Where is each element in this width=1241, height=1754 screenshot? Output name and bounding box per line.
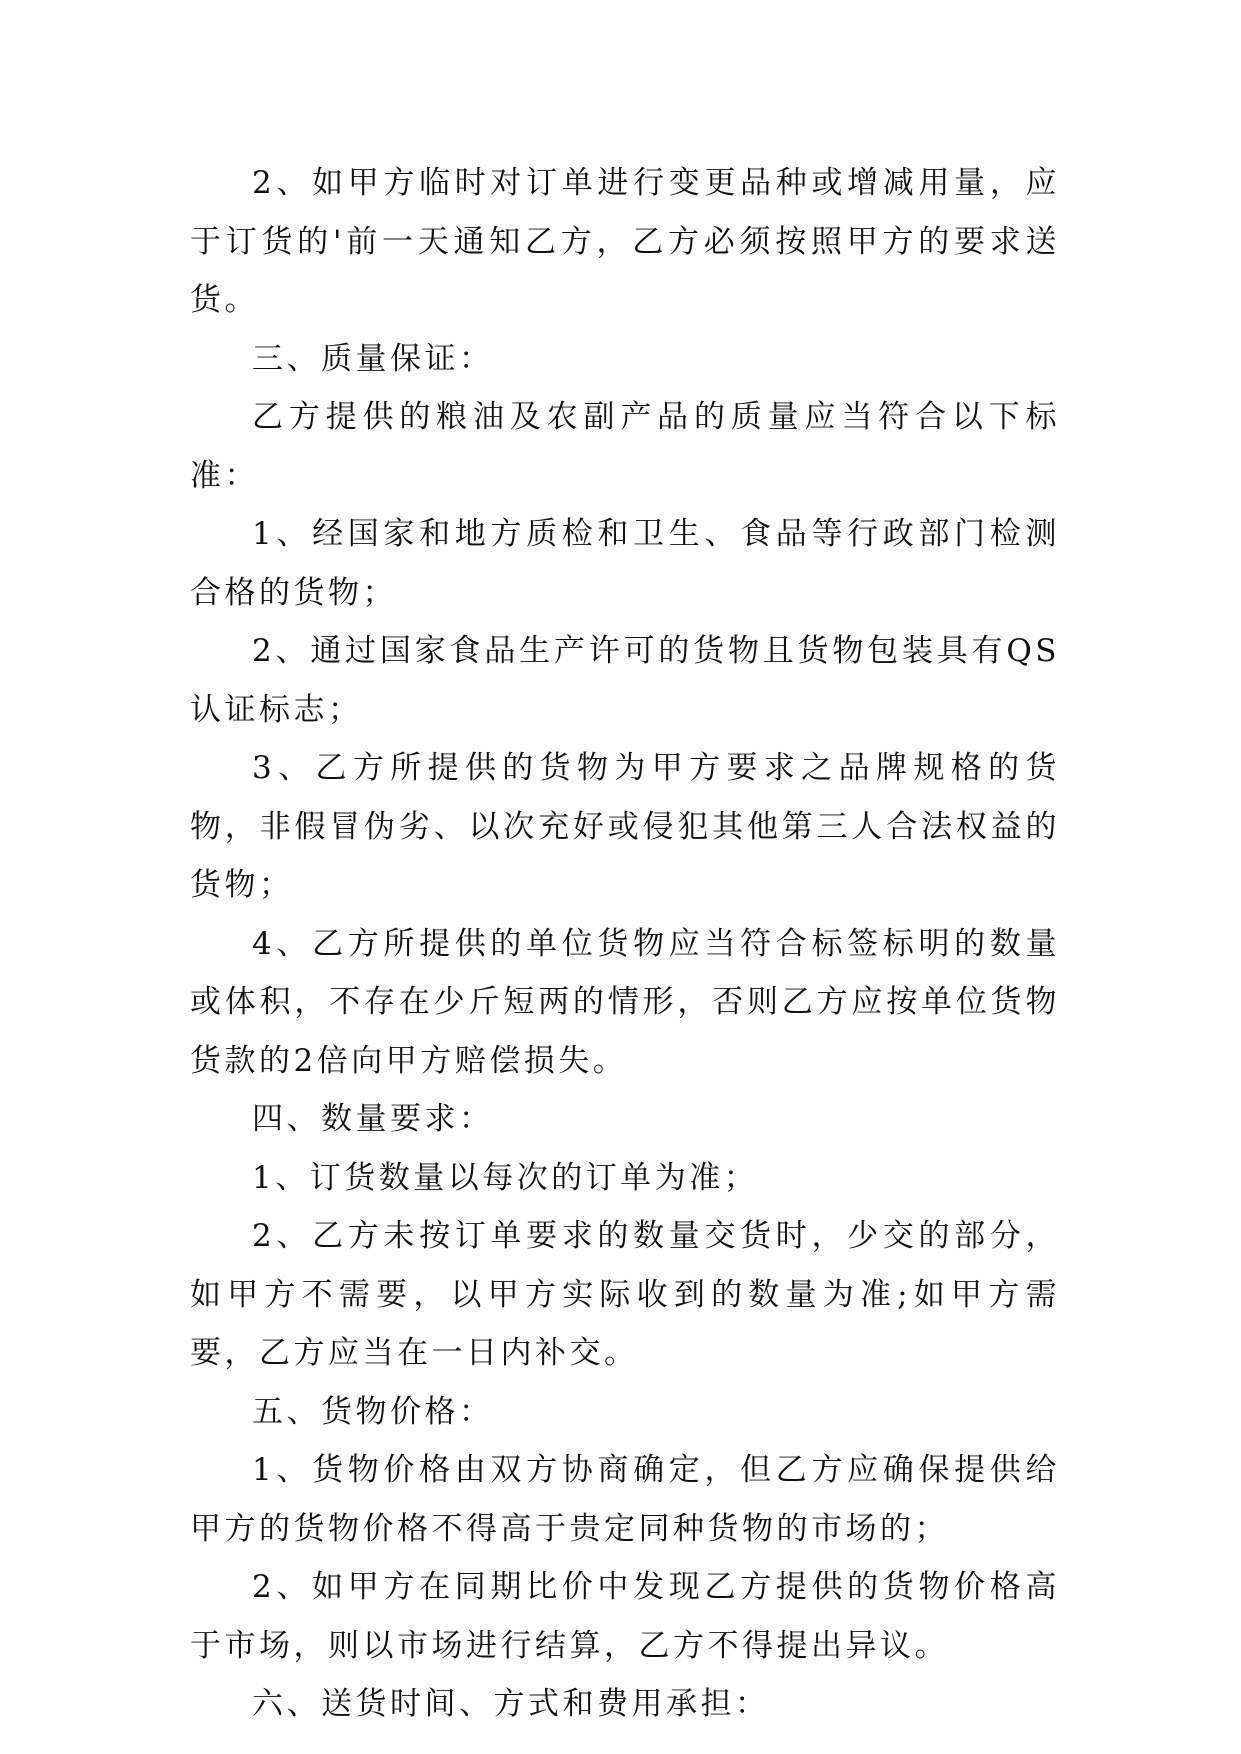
- document-body: [190, 154, 1060, 1734]
- quantity-clause-1: 1、订货数量以每次的订单为准；: [252, 1159, 759, 1196]
- quality-clause-3: 3、乙方所提供的货物为甲方要求之品牌规格的货物，非假冒伪劣、以次充好或侵犯其他第三人合法权益的货物；: [190, 750, 1060, 903]
- section-heading-delivery: 六、送货时间、方式和费用承担：: [252, 1686, 770, 1722]
- quality-clause-2: 2、通过国家食品生产许可的货物且货物包装具有QS认证标志；: [190, 633, 1060, 728]
- quality-clause-1: 1、经国家和地方质检和卫生、食品等行政部门检测合格的货物；: [190, 516, 1060, 611]
- price-clause-2: 2、如甲方在同期比价中发现乙方提供的货物价格高于市场，则以市场进行结算，乙方不得提出异议。: [190, 1569, 1060, 1664]
- clause-2-order-change: 2、如甲方临时对订单进行变更品种或增减用量，应于订货的'前一天通知乙方，乙方必须按照甲方的要求送货。: [190, 165, 1060, 318]
- section-heading-quality: 三、质量保证：: [252, 340, 494, 377]
- section-heading-quantity: 四、数量要求：: [252, 1101, 494, 1137]
- price-clause-1: 1、货物价格由双方协商确定，但乙方应确保提供给甲方的货物价格不得高于贵定同种货物的市场的；: [190, 1452, 1060, 1547]
- section-heading-price: 五、货物价格：: [252, 1393, 494, 1430]
- quantity-clause-2: 2、乙方未按订单要求的数量交货时，少交的部分，如甲方不需要，以甲方实际收到的数量为准;如甲方需要，乙方应当在一日内补交。: [190, 1218, 1060, 1371]
- quality-intro: 乙方提供的粮油及农副产品的质量应当符合以下标准：: [190, 399, 1060, 494]
- quality-clause-4: 4、乙方所提供的单位货物应当符合标签标明的数量或体积，不存在少斤短两的情形，否则乙方应按单位货物货款的2倍向甲方赔偿损失。: [190, 925, 1060, 1079]
